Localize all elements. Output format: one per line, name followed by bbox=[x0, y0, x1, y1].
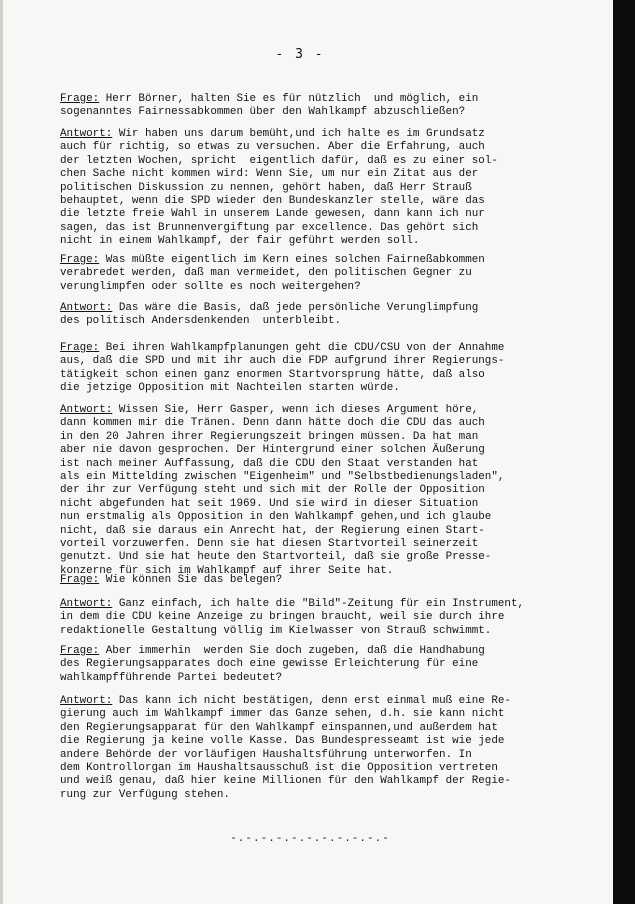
question-first-line: Herr Börner, halten Sie es für nützlich und möglich, ein bbox=[99, 93, 479, 105]
answer-first-line: Wissen Sie, Herr Gasper, wenn ich dieses Argument höre, bbox=[112, 404, 479, 416]
question-first-line: Was müßte eigentlich im Kern eines solchen Fairneßabkommen bbox=[99, 254, 485, 266]
question-text: des Regierungsapparates doch eine gewisse Erleichterung für eine wahlkampfführende Partei bedeutet? bbox=[60, 658, 479, 684]
question-text: aus, daß die SPD und mit ihr auch die FDP aufgrund ihrer Regierungs- tätigkeit schon einen ganz enormen Startvorsprung hätte, daß also die jetzige Opposition mit Nachteilen starten würde. bbox=[60, 355, 505, 395]
answer-first-line: Wir haben uns darum bemüht,und ich halte es im Grundsatz bbox=[112, 128, 485, 140]
answer-label: Antwort: bbox=[60, 302, 113, 314]
question-first-line: Bei ihren Wahlkampfplanungen geht die CDU/CSU von der Annahme bbox=[99, 342, 505, 354]
question-label: Frage: bbox=[60, 342, 100, 354]
answer-block bbox=[60, 695, 582, 802]
answer-block bbox=[60, 404, 582, 578]
answer-block bbox=[60, 598, 582, 638]
question-label: Frage: bbox=[60, 254, 100, 266]
answer-text: des politisch Andersdenkenden unterbleibt. bbox=[60, 315, 342, 328]
answer-first-line: Das kann ich nicht bestätigen, denn erst einmal muß eine Re- bbox=[112, 695, 511, 707]
answer-text: in dem die CDU keine Anzeige zu bringen braucht, weil sie durch ihre redaktionelle Gestaltung völlig im Kielwasser von Strauß schwimmt. bbox=[60, 611, 505, 637]
question-block bbox=[60, 574, 582, 587]
scan-left-edge bbox=[0, 0, 3, 904]
answer-label: Antwort: bbox=[60, 598, 113, 610]
answer-text: dann kommen mir die Tränen. Denn dann hätte doch die CDU das auch in den 20 Jahren ihrer Regierungszeit bringen müssen. Da hat man aber nie davon gesprochen. Der Hintergrund einer solchen Äußerung ist nach meiner Auffassung, daß die CDU den Staat verstanden hat als ein Mitteldíng zwischen "Eigenheim" und "Selbstbedienungsladen", der ihr zur Verfügung steht und sich mit der Rolle der Opposition nicht abgefunden hat seit 1969. Und sie wird in dieser Situation nun erstmalig als Opposition in den Wahlkampf gehen,und ich glaube nicht, daß sie daraus ein Anrecht hat, der Regierung einen Start- vorteil vorzuwerfen. Denn sie hat diesen Startvorteil seinerzeit genutzt. Und sie hat heute den Startvorteil, daß sie große Presse- konzerne für sich im Wahlkampf auf ihrer Seite hat. bbox=[60, 417, 505, 577]
answer-first-line: Das wäre die Basis, daß jede persönliche Verunglimpfung bbox=[112, 302, 479, 314]
question-label: Frage: bbox=[60, 93, 100, 105]
answer-block bbox=[60, 128, 582, 249]
scan-dark-edge bbox=[613, 0, 635, 904]
answer-text: gierung auch im Wahlkampf immer das Ganze sehen, d.h. sie kann nicht den Regierungsapparat für den Wahlkampf einspannen,und außerdem hat die Regierung ja keine volle Kasse. Das Bundespresseamt ist wie jede andere Behörde der vorläufigen Haushaltsführung unterworfen. In dem Kontrollorgan im Haushaltsausschuß ist die Opposition vertreten und weiß genau, daß hier keine Millionen für den Wahlkampf der Regie- rung zur Verfügung stehen. bbox=[60, 708, 511, 801]
question-block bbox=[60, 254, 582, 294]
end-of-text-mark: -.-.-.-.-.-.-.-.-.-.- bbox=[230, 833, 390, 845]
question-text: verabredet werden, daß man vermeidet, den politischen Gegner zu verunglimpfen oder sollte es noch weitergehen? bbox=[60, 267, 472, 293]
answer-label: Antwort: bbox=[60, 404, 113, 416]
answer-first-line: Ganz einfach, ich halte die "Bild"-Zeitung für ein Instrument, bbox=[112, 598, 525, 610]
question-text: sogenanntes Fairnessabkommen über den Wahlkampf abzuschließen? bbox=[60, 106, 466, 119]
question-label: Frage: bbox=[60, 645, 100, 657]
question-first-line: Wie können Sie das belegen? bbox=[99, 574, 283, 586]
page-number: - 3 - bbox=[275, 47, 325, 62]
answer-text: auch für richtig, so etwas zu versuchen. Aber die Erfahrung, auch der letzten Wochen, spricht eigentlich dafür, daß es zu einer sol- chen Sache nicht kommen wird: Wenn Sie, um nur ein Zitat aus der politischen Diskussion zu nennen, gehört haben, daß Herr Strauß behauptet, wenn die SPD wieder den Bundeskanzler stelle, wäre das die letzte freie Wahl in unserem Lande gewesen, dann kann ich nur sagen, das ist Brunnenvergiftung par excellence. Das gehört sich nicht in einem Wahlkampf, der fair geführt werden soll. bbox=[60, 141, 498, 248]
answer-block bbox=[60, 302, 582, 329]
answer-label: Antwort: bbox=[60, 128, 113, 140]
answer-label: Antwort: bbox=[60, 695, 113, 707]
question-block bbox=[60, 93, 582, 120]
question-first-line: Aber immerhin werden Sie doch zugeben, daß die Handhabung bbox=[99, 645, 485, 657]
question-label: Frage: bbox=[60, 574, 100, 586]
question-block bbox=[60, 645, 582, 685]
question-block bbox=[60, 342, 582, 396]
